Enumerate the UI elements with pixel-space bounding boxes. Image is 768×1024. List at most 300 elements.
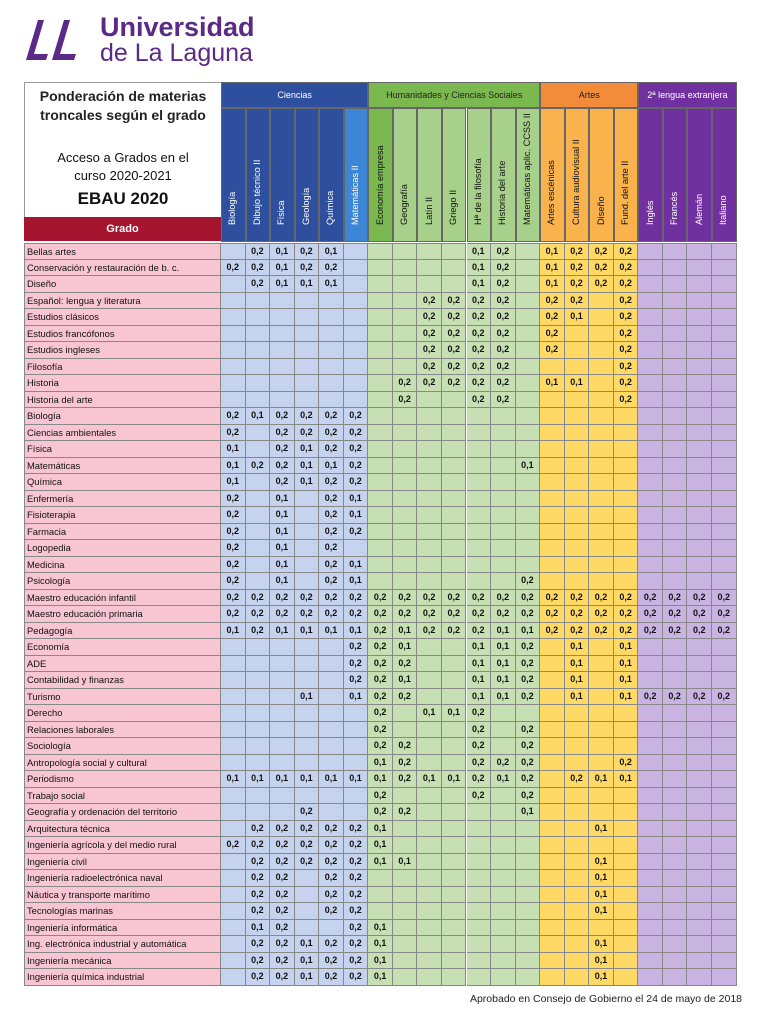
grado-name: Fisioterapia	[24, 507, 221, 524]
weight-cell: 0,2	[540, 606, 565, 623]
weight-cell	[614, 507, 639, 524]
weight-cell	[516, 425, 541, 442]
weight-cell: 0,1	[589, 854, 614, 871]
grado-header: Grado	[24, 217, 221, 241]
weight-cell	[663, 656, 688, 673]
weight-cell	[687, 639, 712, 656]
weight-cell	[687, 359, 712, 376]
weight-cell	[246, 293, 271, 310]
weight-cell: 0,2	[270, 920, 295, 937]
weight-cell: 0,1	[614, 639, 639, 656]
weight-cell	[491, 491, 516, 508]
weight-cell	[417, 392, 442, 409]
weight-cell: 0,1	[270, 507, 295, 524]
weight-cell	[589, 837, 614, 854]
weight-cell	[589, 573, 614, 590]
weight-cell: 0,2	[221, 408, 246, 425]
weight-cell	[687, 293, 712, 310]
weight-cell	[491, 474, 516, 491]
weight-cell: 0,1	[467, 260, 492, 277]
weight-cell	[638, 837, 663, 854]
weight-cell	[589, 309, 614, 326]
table-row	[24, 738, 744, 755]
weight-cell	[393, 293, 418, 310]
weight-cell: 0,1	[491, 672, 516, 689]
weight-cell: 0,2	[368, 623, 393, 640]
weight-cell	[393, 788, 418, 805]
weight-cell	[295, 788, 320, 805]
weight-cell	[687, 870, 712, 887]
weight-cell	[417, 425, 442, 442]
weight-cell	[246, 804, 271, 821]
weight-cell	[687, 276, 712, 293]
weight-cell	[393, 425, 418, 442]
weight-cell	[319, 293, 344, 310]
weight-cell: 0,2	[540, 293, 565, 310]
table-row	[24, 342, 744, 359]
weight-cell	[467, 507, 492, 524]
table-row	[24, 969, 744, 986]
weight-cell	[295, 342, 320, 359]
weight-cell	[467, 491, 492, 508]
weight-cell	[221, 276, 246, 293]
weight-cell: 0,2	[393, 590, 418, 607]
weight-cell: 0,2	[516, 788, 541, 805]
weight-cell	[295, 573, 320, 590]
weight-cell	[417, 854, 442, 871]
weight-cell: 0,2	[246, 623, 271, 640]
weight-cell	[221, 326, 246, 343]
weight-cell: 0,1	[614, 689, 639, 706]
weight-cell	[516, 854, 541, 871]
weight-cell: 0,1	[295, 953, 320, 970]
weight-cell	[368, 243, 393, 260]
table-row	[24, 491, 744, 508]
table-row	[24, 359, 744, 376]
weight-cell: 0,1	[295, 441, 320, 458]
weight-cell	[442, 540, 467, 557]
weight-cell	[221, 375, 246, 392]
table-row	[24, 425, 744, 442]
university-name-line2: de La Laguna	[100, 39, 253, 67]
weight-cell	[663, 243, 688, 260]
weight-cell: 0,1	[589, 969, 614, 986]
weight-cell	[246, 375, 271, 392]
weight-cell	[270, 656, 295, 673]
weight-cell: 0,2	[295, 590, 320, 607]
table-row	[24, 392, 744, 409]
grado-name: Maestro educación primaria	[24, 606, 221, 623]
weight-cell: 0,2	[221, 507, 246, 524]
weight-cell	[638, 573, 663, 590]
weight-cell	[614, 491, 639, 508]
weight-cell	[663, 936, 688, 953]
weight-cell	[442, 854, 467, 871]
weight-cell	[712, 804, 737, 821]
weight-cell	[516, 359, 541, 376]
weight-cell	[712, 491, 737, 508]
weight-cell: 0,2	[393, 771, 418, 788]
weight-cell	[270, 359, 295, 376]
weight-cell: 0,2	[565, 260, 590, 277]
weight-cell	[712, 243, 737, 260]
weight-cell	[295, 755, 320, 772]
weight-cell	[712, 540, 737, 557]
weight-cell: 0,2	[417, 623, 442, 640]
weight-cell	[540, 705, 565, 722]
column-header	[442, 108, 467, 242]
weight-cell	[246, 573, 271, 590]
group-header-1: Humanidades y Ciencias Sociales	[368, 82, 540, 108]
weight-cell: 0,2	[491, 342, 516, 359]
weight-cell	[589, 672, 614, 689]
weight-cell	[614, 854, 639, 871]
weight-cell	[344, 738, 369, 755]
weight-cell: 0,1	[540, 243, 565, 260]
weight-cell	[614, 557, 639, 574]
weight-cell	[221, 722, 246, 739]
weight-cell: 0,1	[295, 458, 320, 475]
weight-cell: 0,1	[614, 771, 639, 788]
weight-cell: 0,1	[368, 953, 393, 970]
weight-cell	[540, 804, 565, 821]
weight-cell	[516, 293, 541, 310]
weight-cell	[589, 408, 614, 425]
weight-cell: 0,1	[614, 672, 639, 689]
weight-cell: 0,1	[565, 656, 590, 673]
weight-cell	[663, 870, 688, 887]
weight-cell: 0,2	[319, 425, 344, 442]
weight-cell: 0,2	[270, 425, 295, 442]
weight-cell	[393, 524, 418, 541]
weight-cell	[589, 705, 614, 722]
weight-cell	[638, 425, 663, 442]
weight-cell: 0,2	[467, 606, 492, 623]
weight-cell: 0,1	[221, 623, 246, 640]
weight-cell	[221, 309, 246, 326]
weight-cell: 0,2	[344, 458, 369, 475]
weight-cell: 0,2	[344, 590, 369, 607]
weight-cell	[638, 755, 663, 772]
weight-cell	[393, 276, 418, 293]
weight-cell	[491, 969, 516, 986]
weight-cell: 0,2	[344, 524, 369, 541]
column-header-label: Química	[325, 190, 336, 225]
weight-cell	[393, 722, 418, 739]
weight-cell	[687, 705, 712, 722]
weight-cell	[295, 309, 320, 326]
weight-cell	[614, 474, 639, 491]
weight-cell: 0,1	[368, 755, 393, 772]
column-header-label: Fund. del arte II	[620, 160, 631, 225]
weight-cell: 0,2	[467, 326, 492, 343]
grado-name: Maestro educación infantil	[24, 590, 221, 607]
weight-cell: 0,2	[344, 408, 369, 425]
weight-cell	[540, 821, 565, 838]
weight-cell	[663, 771, 688, 788]
weight-cell	[638, 903, 663, 920]
weight-cell	[442, 887, 467, 904]
weight-cell	[712, 359, 737, 376]
grado-name: Ingeniería mecánica	[24, 953, 221, 970]
weight-cell	[516, 837, 541, 854]
weight-cell	[687, 392, 712, 409]
table-row	[24, 474, 744, 491]
grado-name: Conservación y restauración de b. c.	[24, 260, 221, 277]
weight-cell	[295, 870, 320, 887]
weight-cell: 0,2	[319, 953, 344, 970]
weight-cell	[393, 837, 418, 854]
weight-cell: 0,2	[270, 590, 295, 607]
weight-cell	[319, 359, 344, 376]
weight-cell	[368, 408, 393, 425]
weight-cell: 0,2	[565, 293, 590, 310]
grado-name: Pedagogía	[24, 623, 221, 640]
weight-cell	[687, 474, 712, 491]
table-row	[24, 309, 744, 326]
weight-cell	[712, 639, 737, 656]
weight-cell	[614, 788, 639, 805]
weight-cell	[417, 260, 442, 277]
weight-cell	[638, 557, 663, 574]
weight-cell: 0,2	[491, 590, 516, 607]
weight-cell	[565, 887, 590, 904]
weight-cell: 0,1	[565, 689, 590, 706]
weight-cell: 0,1	[270, 540, 295, 557]
weight-cell	[417, 408, 442, 425]
weight-cell: 0,1	[344, 689, 369, 706]
weight-cell: 0,2	[638, 606, 663, 623]
weight-cell	[663, 755, 688, 772]
column-header-label: Biología	[227, 191, 238, 225]
weight-cell	[663, 573, 688, 590]
column-header	[614, 108, 639, 242]
weight-cell	[516, 243, 541, 260]
column-header	[638, 108, 663, 242]
table-row	[24, 507, 744, 524]
weight-cell	[712, 309, 737, 326]
weight-cell: 0,2	[467, 755, 492, 772]
table-row	[24, 606, 744, 623]
weight-cell	[221, 755, 246, 772]
grado-name: Ing. electrónica industrial y automática	[24, 936, 221, 953]
weight-cell	[638, 326, 663, 343]
weight-cell	[687, 771, 712, 788]
grado-name: Biología	[24, 408, 221, 425]
weight-cell	[393, 309, 418, 326]
weight-cell	[393, 821, 418, 838]
weight-cell	[712, 870, 737, 887]
weight-cell: 0,2	[516, 606, 541, 623]
weight-cell	[491, 458, 516, 475]
weight-cell: 0,2	[295, 804, 320, 821]
weight-cell	[663, 342, 688, 359]
weight-cell: 0,1	[270, 491, 295, 508]
university-name-line1: Universidad	[100, 12, 255, 42]
grado-name: Arquitectura técnica	[24, 821, 221, 838]
weight-cell	[638, 788, 663, 805]
weight-cell: 0,2	[614, 260, 639, 277]
weight-cell: 0,1	[589, 936, 614, 953]
weight-cell	[442, 557, 467, 574]
weight-cell: 0,2	[319, 491, 344, 508]
weight-cell	[614, 705, 639, 722]
weight-cell: 0,2	[712, 623, 737, 640]
weight-cell: 0,2	[270, 837, 295, 854]
weight-cell: 0,2	[687, 590, 712, 607]
weight-cell	[491, 425, 516, 442]
weight-cell	[663, 425, 688, 442]
weight-cell	[712, 326, 737, 343]
weight-cell	[393, 936, 418, 953]
weight-cell: 0,2	[270, 441, 295, 458]
weight-cell	[393, 243, 418, 260]
weight-cell: 0,2	[344, 441, 369, 458]
weight-cell	[663, 821, 688, 838]
weight-cell	[589, 441, 614, 458]
weight-cell	[246, 326, 271, 343]
weight-cell	[417, 920, 442, 937]
weight-cell: 0,2	[614, 359, 639, 376]
weight-cell	[540, 920, 565, 937]
weight-cell	[687, 804, 712, 821]
weight-cell: 0,2	[344, 656, 369, 673]
weight-cell	[589, 804, 614, 821]
weight-cell: 0,2	[614, 276, 639, 293]
weight-cell	[712, 672, 737, 689]
weight-cell	[417, 953, 442, 970]
footer-note: Aprobado en Consejo de Gobierno el 24 de mayo de 2018	[469, 993, 742, 1005]
weight-cell	[221, 887, 246, 904]
grado-name: Periodismo	[24, 771, 221, 788]
weight-cell	[687, 342, 712, 359]
weight-cell	[319, 392, 344, 409]
weight-cell	[417, 524, 442, 541]
weight-cell: 0,2	[319, 524, 344, 541]
weight-cell	[368, 425, 393, 442]
column-header-label: Artes escénicas	[546, 160, 557, 225]
weight-cell	[491, 936, 516, 953]
weight-cell: 0,2	[516, 755, 541, 772]
weight-cell	[246, 524, 271, 541]
weight-cell: 0,1	[246, 771, 271, 788]
weight-cell	[614, 887, 639, 904]
weight-cell: 0,2	[663, 623, 688, 640]
weight-cell	[393, 540, 418, 557]
table-row	[24, 408, 744, 425]
weight-cell: 0,2	[663, 689, 688, 706]
column-header	[516, 108, 541, 242]
weight-cell	[540, 672, 565, 689]
weight-cell: 0,1	[491, 689, 516, 706]
weight-cell	[368, 870, 393, 887]
weight-cell	[270, 788, 295, 805]
weight-cell: 0,1	[565, 309, 590, 326]
weight-cell: 0,1	[319, 276, 344, 293]
weight-cell	[295, 557, 320, 574]
weight-cell	[442, 573, 467, 590]
weight-cell: 0,2	[417, 606, 442, 623]
weight-cell	[540, 392, 565, 409]
weight-cell: 0,2	[319, 408, 344, 425]
weight-cell	[221, 854, 246, 871]
weight-cell: 0,1	[246, 408, 271, 425]
weight-cell: 0,2	[246, 870, 271, 887]
weight-cell	[614, 441, 639, 458]
weight-cell	[540, 771, 565, 788]
grado-name: Medicina	[24, 557, 221, 574]
weight-cell	[344, 309, 369, 326]
weight-cell: 0,1	[344, 771, 369, 788]
weight-cell	[565, 557, 590, 574]
weight-cell	[614, 425, 639, 442]
weight-cell	[565, 359, 590, 376]
weight-cell: 0,2	[344, 425, 369, 442]
weight-cell	[246, 639, 271, 656]
weight-cell	[687, 738, 712, 755]
weight-cell: 0,2	[295, 243, 320, 260]
weight-cell: 0,2	[614, 623, 639, 640]
weight-cell	[712, 755, 737, 772]
weight-cell: 0,2	[319, 821, 344, 838]
weight-cell	[467, 804, 492, 821]
weight-cell	[516, 309, 541, 326]
weight-cell: 0,2	[344, 887, 369, 904]
weight-cell: 0,2	[467, 738, 492, 755]
weight-cell	[540, 441, 565, 458]
weight-cell: 0,2	[295, 837, 320, 854]
weight-cell	[687, 309, 712, 326]
weight-cell: 0,2	[638, 689, 663, 706]
weight-cell	[614, 408, 639, 425]
weight-cell	[491, 887, 516, 904]
weight-cell: 0,2	[491, 243, 516, 260]
weight-cell	[712, 903, 737, 920]
weight-cell	[638, 408, 663, 425]
weight-cell	[540, 936, 565, 953]
weight-cell	[221, 672, 246, 689]
weight-cell: 0,2	[319, 936, 344, 953]
grado-name: Bellas artes	[24, 243, 221, 260]
weight-cell: 0,2	[319, 870, 344, 887]
weight-cell: 0,2	[270, 870, 295, 887]
weight-cell	[344, 722, 369, 739]
weight-cell: 0,2	[270, 474, 295, 491]
weight-cell	[614, 738, 639, 755]
weight-cell	[638, 458, 663, 475]
weight-cell	[712, 821, 737, 838]
weight-cell: 0,2	[246, 606, 271, 623]
weight-cell: 0,2	[442, 590, 467, 607]
table-row	[24, 689, 744, 706]
weight-cell	[393, 903, 418, 920]
weight-cell: 0,2	[319, 260, 344, 277]
weight-cell	[565, 722, 590, 739]
weight-cell: 0,2	[565, 623, 590, 640]
weight-cell: 0,1	[295, 771, 320, 788]
weight-cell	[516, 870, 541, 887]
grado-name: Español: lengua y literatura	[24, 293, 221, 310]
weight-cell	[540, 788, 565, 805]
weight-cell	[319, 722, 344, 739]
weight-cell	[467, 441, 492, 458]
weight-cell	[417, 491, 442, 508]
weight-cell	[442, 804, 467, 821]
weight-cell	[540, 870, 565, 887]
table-row	[24, 936, 744, 953]
weight-cell	[270, 639, 295, 656]
weight-cell	[393, 458, 418, 475]
